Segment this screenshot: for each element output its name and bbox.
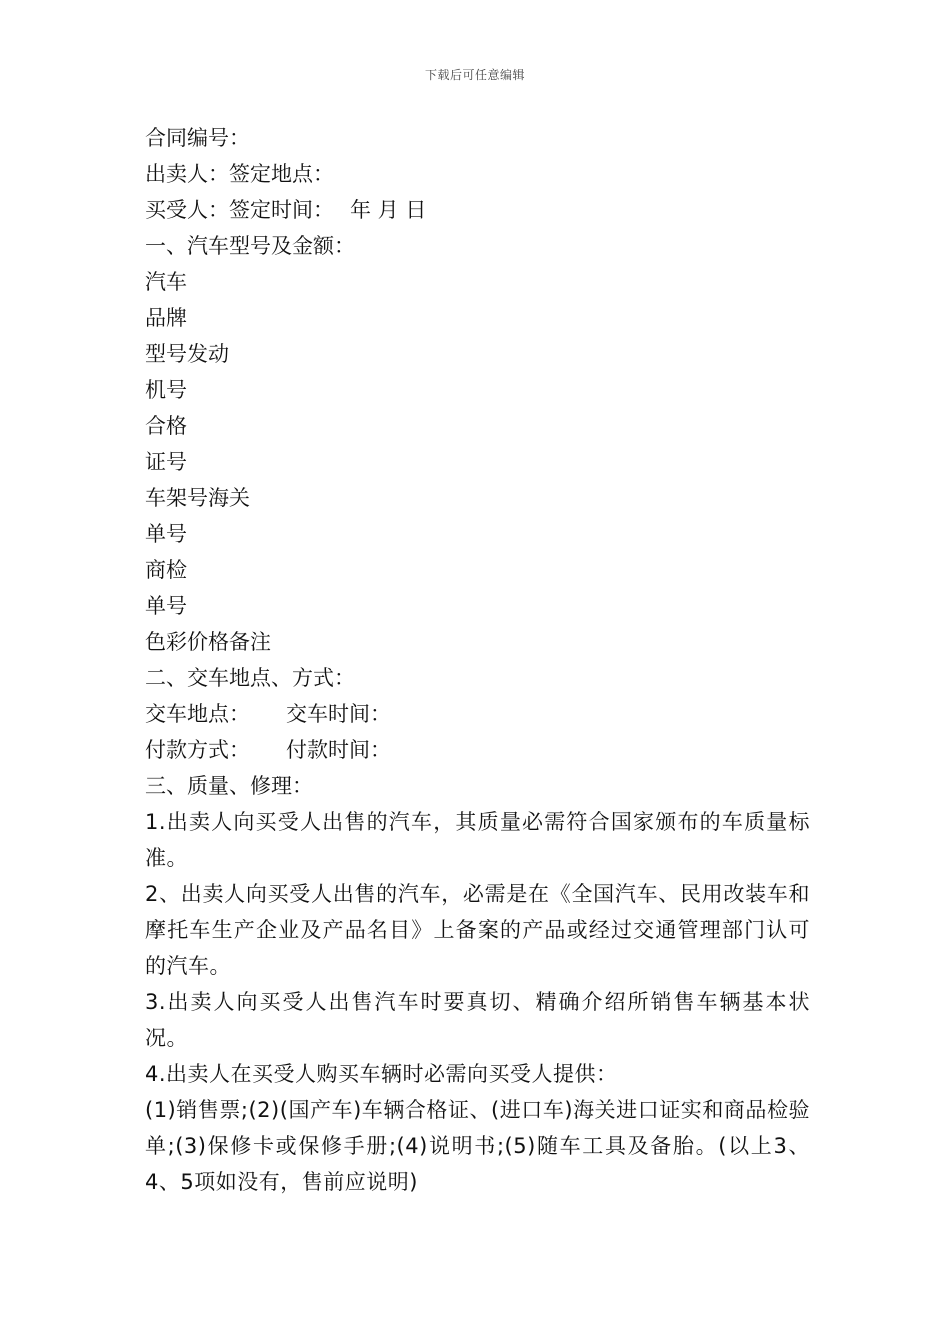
list-item: 品牌 — [145, 306, 187, 330]
payment-time-label: 付款时间： — [286, 738, 391, 762]
buyer-line — [145, 192, 810, 228]
list-item: 商检 — [145, 558, 187, 582]
delivery-time-label: 交车时间： — [286, 702, 391, 726]
contract-body — [145, 120, 810, 1200]
page-header: 下载后可任意编辑 — [424, 68, 525, 82]
list-item: 单号 — [145, 594, 187, 618]
date-placeholder: 年 月 日 — [350, 198, 427, 222]
clause-4-items: (1)销售票;(2)(国产车)车辆合格证、(进口车)海关进口证实和商品检验单;(3)保修卡或保修手册;(4)说明书;(5)随车工具及备胎。(以上3、4、5项如没有，售前应说明) — [145, 1098, 810, 1194]
section-3-title: 三、质量、修理： — [145, 774, 313, 798]
contract-number-line: 合同编号： — [145, 126, 250, 150]
payment-line — [145, 732, 810, 768]
delivery-line — [145, 696, 810, 732]
section-1-title: 一、汽车型号及金额： — [145, 234, 355, 258]
list-item: 合格 — [145, 414, 187, 438]
list-item: 机号 — [145, 378, 187, 402]
list-item: 型号发动 — [145, 342, 229, 366]
delivery-place-label: 交车地点： — [145, 702, 250, 726]
sign-time-label: 签定时间： — [229, 198, 334, 222]
clause-2: 2、出卖人向买受人出售的汽车，必需是在《全国汽车、民用改装车和摩托车生产企业及产品名目》上备案的产品或经过交通管理部门认可的汽车。 — [145, 882, 810, 978]
list-item: 单号 — [145, 522, 187, 546]
clause-1: 1.出卖人向买受人出售的汽车，其质量必需符合国家颁布的车质量标准。 — [145, 810, 810, 870]
clause-3: 3.出卖人向买受人出售汽车时要真切、精确介绍所销售车辆基本状况。 — [145, 990, 810, 1050]
clause-4: 4.出卖人在买受人购买车辆时必需向买受人提供： — [145, 1062, 618, 1086]
section-2-title: 二、交车地点、方式： — [145, 666, 355, 690]
seller-label: 出卖人： — [145, 162, 229, 186]
buyer-label: 买受人： — [145, 198, 229, 222]
payment-method-label: 付款方式： — [145, 738, 250, 762]
seller-line — [145, 156, 810, 192]
sign-place-label: 签定地点： — [229, 162, 334, 186]
list-item: 证号 — [145, 450, 187, 474]
list-item: 色彩价格备注 — [145, 630, 271, 654]
list-item: 汽车 — [145, 270, 187, 294]
list-item: 车架号海关 — [145, 486, 250, 510]
